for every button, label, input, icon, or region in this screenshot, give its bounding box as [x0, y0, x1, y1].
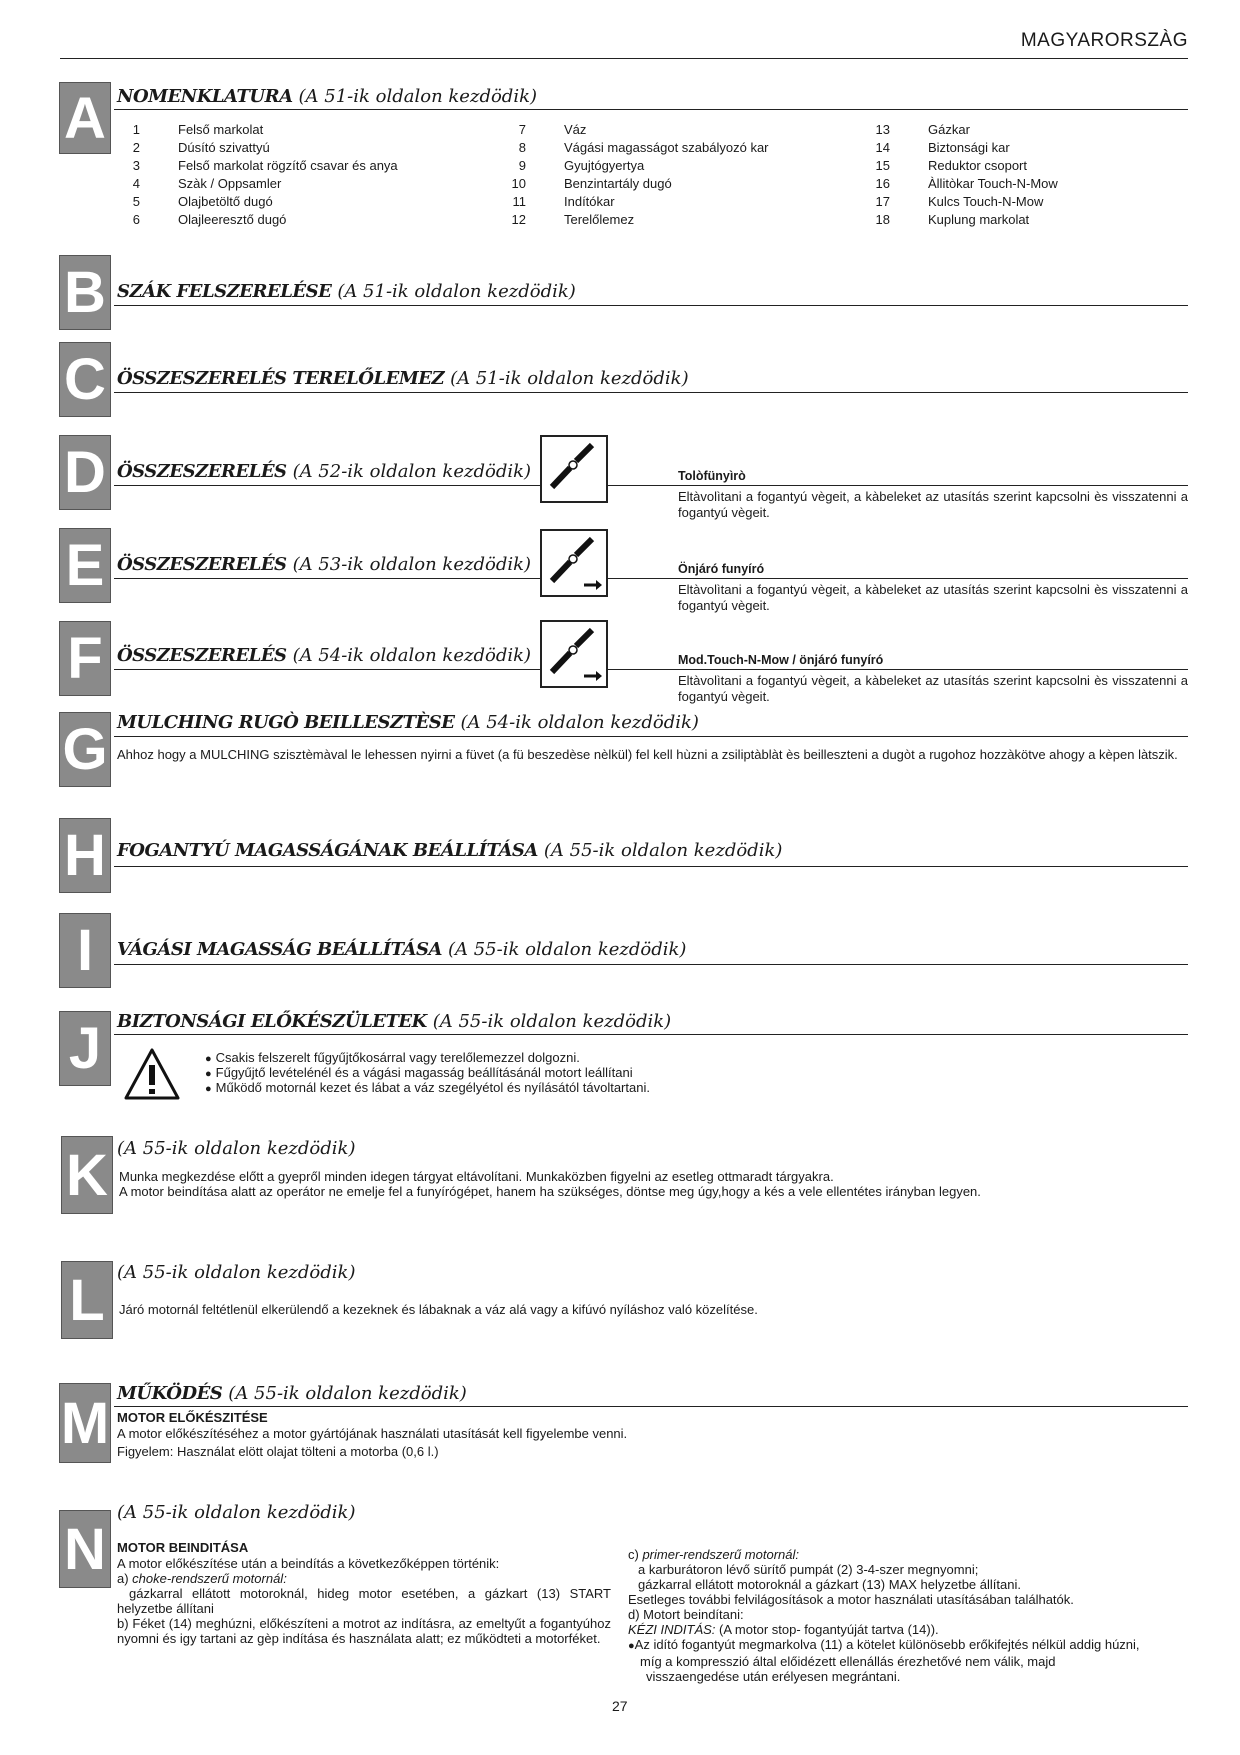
section-m-subtitle: (A 55-ik oldalon kezdödik)	[228, 1383, 467, 1404]
n-right-line-5: d) Motort beindítani:	[628, 1607, 744, 1622]
cable-handle-icon	[540, 435, 608, 503]
section-letter-n: N	[59, 1510, 111, 1588]
section-letter-a: A	[59, 82, 111, 154]
list-item: 2 Dúsító szivattyú	[132, 140, 270, 155]
section-letter-k: K	[61, 1136, 113, 1214]
list-item: 6 Olajleeresztő dugó	[132, 212, 287, 227]
section-m-rule	[114, 1406, 1188, 1407]
list-item: 10 Benzintartály dugó	[511, 176, 672, 191]
section-a-heading	[117, 86, 537, 107]
list-item: 3 Felső markolat rögzítő csavar és anya	[132, 158, 398, 173]
section-j-title: BIZTONSÁGI ELŐKÉSZÜLETEK	[117, 1011, 427, 1032]
section-m-line-2: Figyelem: Használat elött olajat tölteni a motorba (0,6 l.)	[117, 1444, 439, 1459]
n-left-line-2: a) choke-rendszerű motornál:	[117, 1571, 287, 1586]
section-f-rule	[114, 669, 540, 670]
section-m-subheading: MOTOR ELŐKÉSZITÉSE	[117, 1410, 268, 1425]
section-e-subtitle: (A 53-ik oldalon kezdödik)	[292, 554, 532, 575]
section-l-text: Járó motornál feltétlenül elkerülendő a kezeknek és lábaknak a váz alá vagy a kifúvó nyíláshoz való közelítése.	[119, 1302, 758, 1317]
section-k-subtitle: (A 55-ik oldalon kezdödik)	[117, 1138, 356, 1159]
header-divider	[60, 58, 1188, 59]
n-right-line-7: ●Az idító fogantyút megmarkolva (11) a kötelet különösebb erőkifejtés nélkül addig húzni,	[628, 1637, 1140, 1652]
section-a-title: NOMENKLATURA	[117, 86, 293, 107]
n-left-line-1: A motor előkészítése után a beindítás a következőképpen történik:	[117, 1556, 500, 1571]
section-d-box-text: Eltàvolìtani a fogantyú vègeit, a kàbeleket az utasítás szerint kapcsolni ès visszatenni a fogantyú vègeit.	[678, 489, 1188, 520]
section-c-heading	[117, 368, 689, 389]
n-right-line-9: visszaengedése után erélyesen megrántani.	[646, 1669, 901, 1684]
section-d-rule	[114, 485, 540, 486]
n-right-line-1: c) primer-rendszerű motornál:	[628, 1547, 799, 1562]
section-d-box-title: Tolòfünyìrò	[678, 469, 746, 483]
section-f-heading	[117, 645, 531, 666]
n-left-line-4: b) Féket (14) meghúzni, előkészíteni a motrot az indításra, az emeltyűt a fogantyúhoz nyomni és igy tartani az gèp indítása és használata alatt; ez működteti a motorféket.	[117, 1616, 611, 1646]
section-g-rule	[114, 736, 1188, 737]
country-header: MAGYARORSZÀG	[1020, 30, 1188, 51]
section-f-subtitle: (A 54-ik oldalon kezdödik)	[292, 645, 532, 666]
section-a-subtitle: (A 51-ik oldalon kezdödik)	[298, 86, 538, 107]
section-c-title: ÖSSZESZERELÉS TERELŐLEMEZ	[117, 368, 445, 389]
n-right-line-2: a karburátoron lévő sürítő pumpát (2) 3-4-szer megnyomni;	[638, 1562, 979, 1577]
section-h-subtitle: (A 55-ik oldalon kezdödik)	[543, 840, 783, 861]
section-letter-f: F	[59, 621, 111, 696]
section-c-rule	[114, 392, 1188, 393]
section-i-title: VÁGÁSI MAGASSÁG BEÁLLÍTÁSA	[117, 939, 442, 960]
section-j-rule	[114, 1034, 1188, 1035]
warning-triangle-icon	[123, 1047, 181, 1106]
section-j-heading	[117, 1011, 671, 1032]
section-b-title: SZÁK FELSZERELÉSE	[117, 281, 332, 302]
n-right-line-8: míg a kompresszió által előidézett ellenállás érezhetővé nem válik, majd	[640, 1654, 1056, 1669]
n-right-line-6: KÉZI INDITÁS: (A motor stop- fogantyúját tartva (14)).	[628, 1622, 939, 1637]
section-n-right-column	[628, 1547, 1188, 1684]
section-letter-m: M	[59, 1383, 111, 1463]
n-left-line-3: gázkarral ellátott motoroknál, hideg motor esetében, a gázkart (13) START helyzetbe állítani	[117, 1586, 611, 1616]
section-e-box-text: Eltàvolìtani a fogantyú vègeit, a kàbeleket az utasítás szerint kapcsolni ès visszatenni a fogantyú vègeit.	[678, 582, 1188, 613]
section-f-box-text: Eltàvolìtani a fogantyú vègeit, a kàbeleket az utasítás szerint kapcsolni ès visszatenni a fogantyú vègeit.	[678, 673, 1188, 704]
section-e-title: ÖSSZESZERELÉS	[117, 554, 287, 575]
section-h-heading	[117, 840, 782, 861]
section-e-rule	[114, 578, 540, 579]
section-g-heading	[117, 712, 699, 733]
section-letter-b: B	[59, 255, 111, 330]
section-d-heading	[117, 461, 531, 482]
section-letter-e: E	[59, 528, 111, 603]
list-item: 11 Indítókar	[512, 194, 615, 209]
section-h-rule	[114, 866, 1188, 867]
section-letter-j: J	[59, 1011, 111, 1086]
section-n-heading	[117, 1502, 355, 1523]
section-e-heading	[117, 554, 531, 575]
section-n-subtitle: (A 55-ik oldalon kezdödik)	[117, 1502, 356, 1523]
cable-handle-touch-n-mow-icon	[540, 620, 608, 688]
section-a-rule	[114, 109, 1188, 110]
list-item: ● Működő motornál kezet és lábat a váz szegélyétol és nyílásától távoltartani.	[205, 1081, 650, 1096]
list-item: 8 Vágási magasságot szabályozó kar	[518, 140, 769, 155]
list-item: ● Csakis felszerelt fűgyűjtőkosárral vagy terelőlemezzel dolgozni.	[205, 1051, 650, 1066]
section-k-heading	[117, 1138, 355, 1159]
section-letter-h: H	[59, 818, 111, 893]
section-f-box-title: Mod.Touch-N-Mow / önjáró funyíró	[678, 653, 884, 667]
section-d-title: ÖSSZESZERELÉS	[117, 461, 287, 482]
list-item: 4 Szàk / Oppsamler	[132, 176, 282, 191]
section-letter-d: D	[59, 435, 111, 510]
section-letter-i: I	[59, 913, 111, 988]
list-item: 16 Àllitòkar Touch-N-Mow	[875, 176, 1058, 191]
list-item: 13 Gázkar	[875, 122, 970, 137]
section-b-rule	[114, 305, 1188, 306]
section-i-subtitle: (A 55-ik oldalon kezdödik)	[447, 939, 687, 960]
section-n-left-column	[117, 1556, 611, 1646]
n-right-line-3: gázkarral ellátott motoroknál a gázkart (13) MAX helyzetbe állítani.	[638, 1577, 1021, 1592]
nomenclature-column-1	[122, 121, 398, 229]
safety-bullets	[205, 1051, 650, 1096]
nomenclature-column-3	[872, 121, 1058, 229]
page-number: 27	[612, 1698, 628, 1714]
section-c-subtitle: (A 51-ik oldalon kezdödik)	[450, 368, 689, 389]
section-l-heading	[117, 1262, 355, 1283]
section-letter-l: L	[61, 1261, 113, 1339]
section-letter-g: G	[59, 712, 111, 787]
section-b-subtitle: (A 51-ik oldalon kezdödik)	[337, 281, 576, 302]
section-g-title: MULCHING RUGÒ BEILLESZTÈSE	[117, 712, 455, 733]
section-f-title: ÖSSZESZERELÉS	[117, 645, 287, 666]
section-d-rule-right	[608, 485, 1188, 486]
section-e-box-title: Önjáró funyíró	[678, 562, 765, 576]
list-item: ● Fűgyűjtő levételénél és a vágási magasság beállításánál motort leállítani	[205, 1066, 650, 1081]
section-i-rule	[114, 964, 1188, 965]
section-letter-c: C	[59, 342, 111, 417]
section-g-subtitle: (A 54-ik oldalon kezdödik)	[460, 712, 699, 733]
section-f-rule-right	[608, 669, 1188, 670]
cable-handle-self-propelled-icon	[540, 529, 608, 597]
list-item: 14 Biztonsági kar	[875, 140, 1010, 155]
section-m-heading	[117, 1383, 467, 1404]
section-d-subtitle: (A 52-ik oldalon kezdödik)	[292, 461, 532, 482]
section-h-title: FOGANTYÚ MAGASSÁGÁNAK BEÁLLÍTÁSA	[117, 840, 538, 861]
section-l-subtitle: (A 55-ik oldalon kezdödik)	[117, 1262, 356, 1283]
list-item: 17 Kulcs Touch-N-Mow	[875, 194, 1044, 209]
nomenclature-column-2	[508, 121, 769, 229]
section-m-title: MŰKÖDÉS	[117, 1383, 223, 1404]
list-item: 12 Terelőlemez	[511, 212, 635, 227]
list-item: 9 Gyujtógyertya	[518, 158, 645, 173]
section-b-heading	[117, 281, 576, 302]
section-e-rule-right	[608, 578, 1188, 579]
section-j-subtitle: (A 55-ik oldalon kezdödik)	[432, 1011, 672, 1032]
list-item: 1 Felső markolat	[132, 122, 264, 137]
section-k-line-1: Munka megkezdése előtt a gyepről minden idegen tárgyat eltávolítani. Munkaközben figyelni az esetleg ottmaradt tárgyakra.	[119, 1169, 834, 1184]
list-item: 15 Reduktor csoport	[875, 158, 1027, 173]
section-g-text: Ahhoz hogy a MULCHING szisztèmàval le lehessen nyirni a füvet (a fü beszedèse nèlkül) fel kell hùzni a zsiliptàblàt ès beilleszteni a dugòt a rugohoz hozzàkötve ahogy a kèpen làtszik.	[117, 747, 1178, 762]
list-item: 7 Váz	[518, 122, 587, 137]
list-item: 5 Olajbetöltő dugó	[132, 194, 273, 209]
section-n-subheading: MOTOR BEINDITÁSA	[117, 1540, 249, 1555]
list-item: 18 Kuplung markolat	[875, 212, 1030, 227]
section-k-line-2: A motor beindítása alatt az operátor ne emelje fel a funyírógépet, hanem ha szükséges, döntse meg úgy,hogy a kés a vele ellentétes irányban legyen.	[119, 1184, 981, 1199]
section-i-heading	[117, 939, 686, 960]
section-m-line-1: A motor előkészítéséhez a motor gyártójának használati utasítását kell figyelembe venni.	[117, 1426, 628, 1441]
n-right-line-4: Esetleges további felvilágosítások a motor használati utasításában találhatók.	[628, 1592, 1074, 1607]
